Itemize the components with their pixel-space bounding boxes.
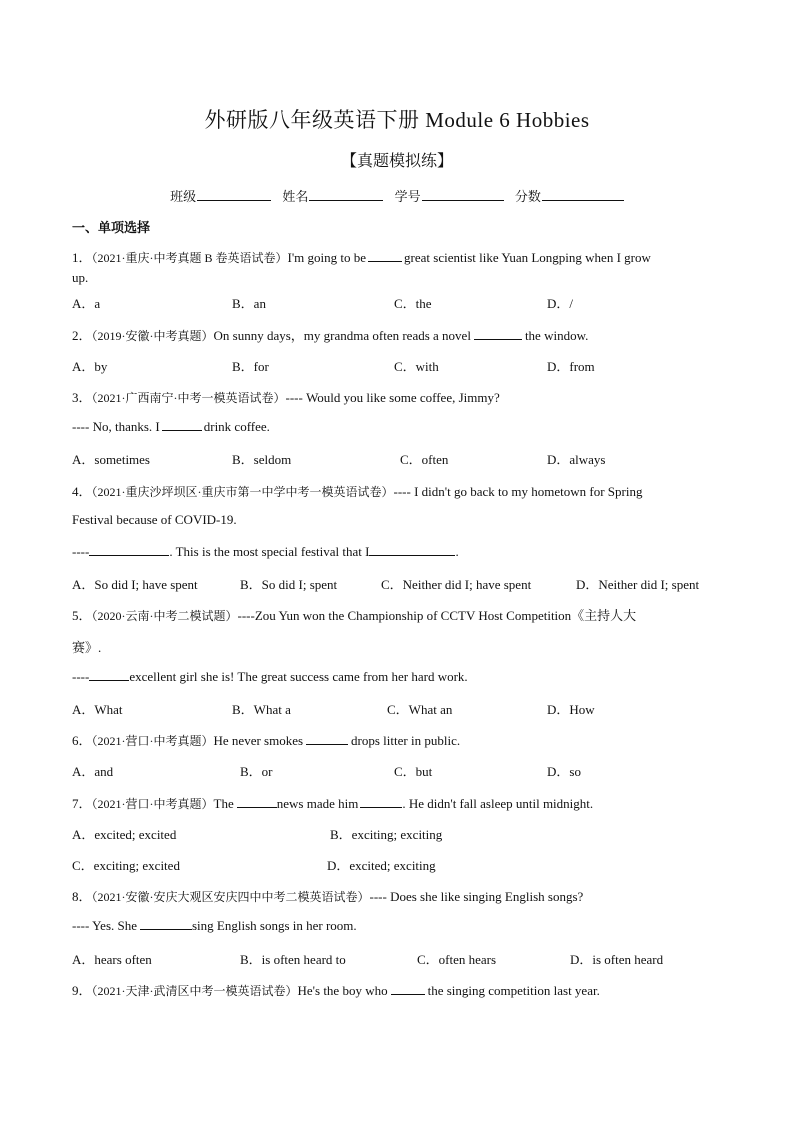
- q2-option-c: C．with: [394, 359, 439, 374]
- question-5: 5．（2020·云南·中考二模试题）----Zou Yun won the Championship of CCTV Host Competition《主持人大: [72, 608, 637, 623]
- question-1: 1．（2021·重庆·中考真题 B 卷英语试卷）I'm going to be great scientist like Yuan Longping when I grow: [72, 250, 651, 265]
- q6-option-b: B．or: [240, 764, 273, 779]
- question-4-answer-line: ---- . This is the most special festival that I .: [72, 544, 459, 559]
- q3-option-d: D．always: [547, 452, 606, 467]
- question-3-cont: ---- No, thanks. I drink coffee.: [72, 419, 270, 434]
- q3-option-c: C．often: [400, 452, 449, 467]
- student-number-field: 学号: [395, 186, 504, 205]
- score-field: 分数: [515, 186, 624, 205]
- q1-option-d: D．/: [547, 296, 574, 311]
- question-5-answer-line: ---- excellent girl she is! The great success came from her hard work.: [72, 669, 468, 684]
- q5-option-c: C．What an: [387, 702, 453, 717]
- page-subtitle: 【真题模拟练】: [340, 151, 453, 170]
- q1-option-c: C．the: [394, 296, 432, 311]
- q2-option-b: B．for: [232, 359, 269, 374]
- q7-option-b: B．exciting; exciting: [330, 827, 443, 842]
- q4-option-a: A．So did I; have spent: [72, 577, 198, 592]
- q8-option-c: C．often hears: [417, 952, 497, 967]
- q3-option-a: A．sometimes: [72, 452, 150, 467]
- q8-option-b: B．is often heard to: [240, 952, 346, 967]
- q7-option-c: C．exciting; excited: [72, 858, 180, 873]
- q1-option-b: B．an: [232, 296, 266, 311]
- question-3: 3．（2021·广西南宁·中考一模英语试卷）---- Would you like some coffee, Jimmy?: [72, 390, 500, 405]
- question-4: 4．（2021·重庆沙坪坝区·重庆市第一中学中考一模英语试卷）---- I didn't go back to my hometown for Spring: [72, 484, 643, 499]
- q8-option-d: D．is often heard: [570, 952, 664, 967]
- question-6: 6．（2021·营口·中考真题）He never smokes drops litter in public.: [72, 733, 461, 748]
- question-1-cont: up.: [72, 270, 89, 285]
- question-8: 8．（2021·安徽·安庆大观区安庆四中中考二模英语试卷）---- Does she like singing English songs?: [72, 889, 584, 904]
- question-7: 7．（2021·营口·中考真题）The news made him . He didn't fall asleep until midnight.: [72, 796, 594, 811]
- class-field: 班级: [170, 186, 271, 205]
- q5-option-b: B．What a: [232, 702, 291, 717]
- q8-option-a: A．hears often: [72, 952, 152, 967]
- name-field: 姓名: [282, 186, 383, 205]
- student-info-fields: [0, 186, 794, 205]
- question-9: 9．（2021·天津·武清区中考一模英语试卷）He's the boy who the singing competition last year.: [72, 983, 600, 998]
- q4-option-b: B．So did I; spent: [240, 577, 338, 592]
- question-2: 2．（2019·安徽·中考真题）On sunny days，my grandma often reads a novel the window.: [72, 328, 589, 343]
- page-title: 外研版八年级英语下册 Module 6 Hobbies: [204, 108, 590, 132]
- q4-option-c: C．Neither did I; have spent: [381, 577, 532, 592]
- q7-option-d: D．excited; exciting: [327, 858, 436, 873]
- q5-option-d: D．How: [547, 702, 595, 717]
- section-heading: 一、单项选择: [72, 221, 151, 236]
- question-8-cont: ---- Yes. She sing English songs in her room.: [72, 918, 357, 933]
- q6-option-a: A．and: [72, 764, 114, 779]
- q5-option-a: A．What: [72, 702, 123, 717]
- q2-option-a: A．by: [72, 359, 108, 374]
- q2-option-d: D．from: [547, 359, 595, 374]
- q1-option-a: A．a: [72, 296, 101, 311]
- q3-option-b: B．seldom: [232, 452, 292, 467]
- question-4-cont: Festival because of COVID-19.: [72, 512, 237, 527]
- q4-option-d: D．Neither did I; spent: [576, 577, 700, 592]
- q6-option-c: C．but: [394, 764, 433, 779]
- q6-option-d: D．so: [547, 764, 581, 779]
- question-5-cont: 赛》.: [72, 640, 102, 655]
- q7-option-a: A．excited; excited: [72, 827, 177, 842]
